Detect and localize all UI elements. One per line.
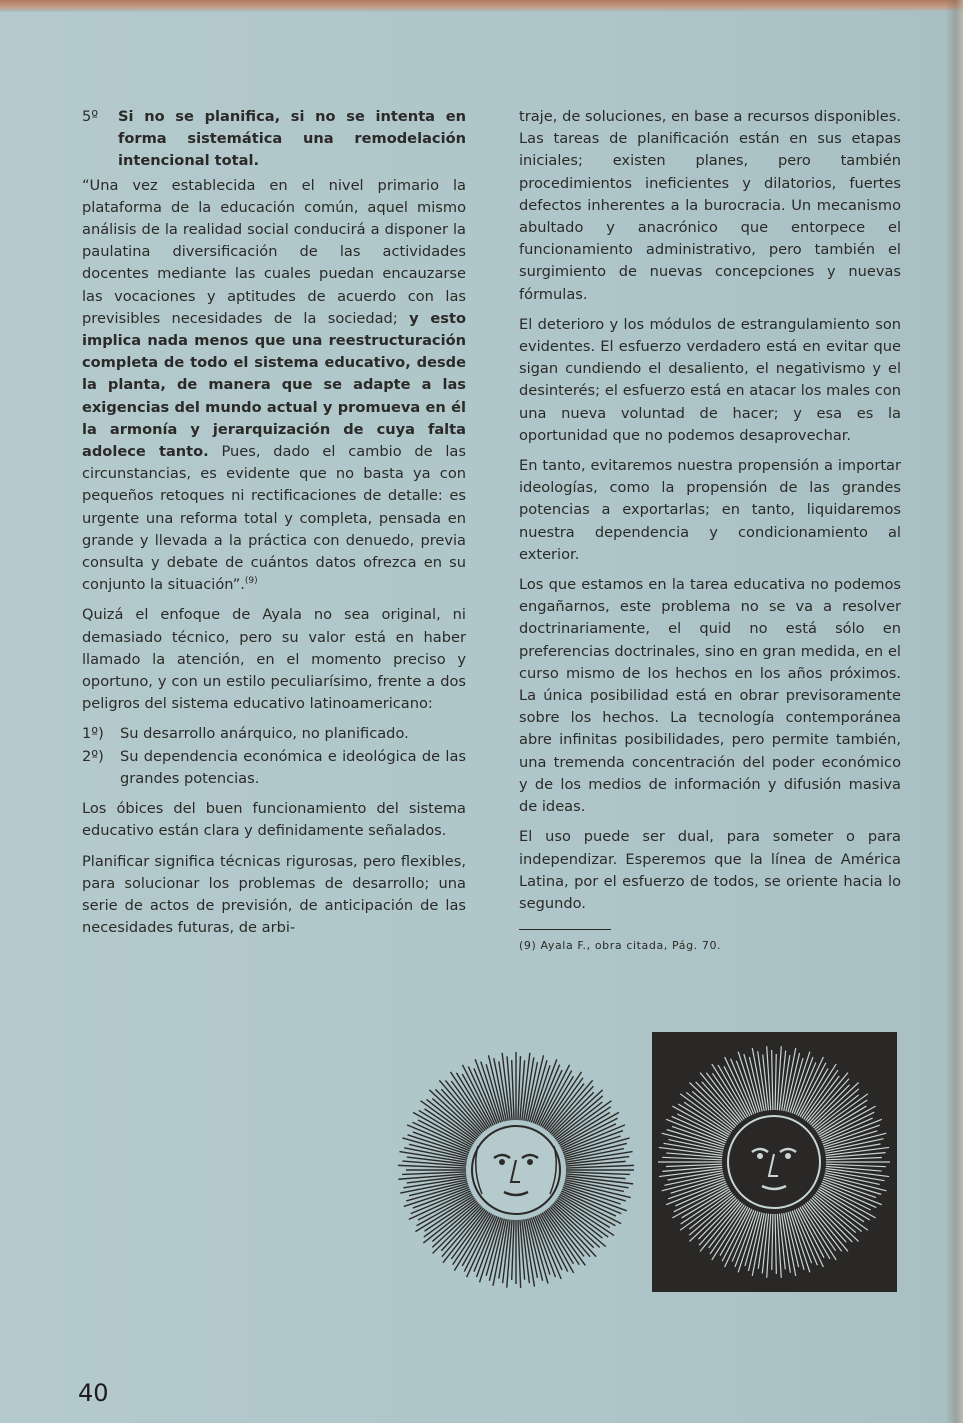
sun-ray — [807, 1073, 848, 1122]
section-heading — [82, 106, 466, 173]
sun-ray — [805, 1203, 841, 1251]
sun-ray — [816, 1094, 868, 1132]
page-right-edge-shadow — [945, 0, 963, 1423]
quote-text-start: “Una vez establecida en el nivel primario la plataforma de la educación común, aquel mismo análisis de la realidad social conducirá a disponer la paulatina diversificación de las actividades docentes mediante las cuales puedan encauzarse las vocaciones y aptitudes de acuerdo con las previsibles necesidades de la sociedad; — [82, 176, 466, 327]
right-paragraph-1: traje, de soluciones, en base a recursos disponibles. Las tareas de planificación están en sus etapas iniciales; existen planes, pero también procedimientos ineficientes y dilatorios, fuertes defectos inherentes a la burocracia. Un mecanismo abultado y anacrónico que entorpece el funcionamiento administrativo, pero también el surgimiento de nuevas concepciones y nuevas fórmulas. — [519, 108, 901, 303]
sun-ray — [680, 1193, 732, 1231]
footnote-reference: (9) — [244, 576, 258, 587]
quote-text-bold: y esto implica nada menos que una reestructuración completa de todo el sistema educativo, desde la planta, de manera que se adapte a las exigencias del mundo actual y promueva en él la armonía y jerarquización de cuya falta adolece tanto. — [82, 309, 466, 461]
page-top-edge — [0, 0, 963, 12]
footnote-divider — [519, 929, 611, 930]
right-paragraph-4: Los que estamos en la tarea educativa no podemos engañarnos, este problema no se va a resolver doctrinariamente, el quid no está sólo en preferencias doctrinales, sino en gran medida, en el curso mismo de los hechos en los años próximos. La única posibilidad está en obrar previsoramente sobre los hechos. La tecnología contemporánea abre infinitas posibilidades, pero permite también, una tremenda concentración del poder económico y de los medios de información y difusión masiva de ideas. — [519, 576, 901, 816]
section-heading-text: Si no se planifica, si no se intenta en forma sistemática una remodelación intencional total. — [118, 108, 466, 170]
right-paragraph-5: El uso puede ser dual, para someter o para independizar. Esperemos que la línea de América Latina, por el esfuerzo de todos, se oriente hacia lo segundo. — [519, 828, 901, 912]
sun-ray — [666, 1164, 722, 1166]
planificar-paragraph: Planificar significa técnicas rigurosas, pero flexibles, para solucionar los problemas de desarrollo; una serie de actos de previsión, de anticipación de las necesidades futuras, de arbi- — [82, 852, 466, 937]
sun-face-icon — [652, 1032, 897, 1292]
sun-ray — [680, 1094, 732, 1132]
right-paragraph-3: En tanto, evitaremos nuestra propensión a importar ideologías, como la propensión de las grandes potencias a exportarlas; en tanto, liquidaremos nuestra dependencia y condicionamiento al exterior. — [519, 457, 901, 563]
sun-ray — [772, 1214, 773, 1270]
sun-ray — [826, 1157, 882, 1159]
page-number: 40 — [78, 1379, 109, 1407]
obices-paragraph: Los óbices del buen funcionamiento del sistema educativo están clara y definidamente señalados. — [82, 800, 466, 840]
list-item — [82, 723, 466, 745]
sun-ray — [686, 1092, 733, 1129]
sun-ray — [816, 1193, 868, 1231]
right-paragraph-2: El deterioro y los módulos de estrangulamiento son evidentes. El esfuerzo verdadero está en evitar que sigan cundiendo el desaliento, el negativismo y el desinterés; el esfuerzo está en atacar los males con una nueva voluntad de hacer; y esa es la oportunidad que no podemos desaprovechar. — [519, 315, 901, 444]
sun-ray — [666, 1153, 722, 1158]
left-column — [82, 106, 466, 947]
sun-ray — [662, 1157, 722, 1160]
sun-face-icon — [396, 1050, 636, 1290]
ayala-paragraph: Quizá el enfoque de Ayala no sea original, ni demasiado técnico, pero su valor está en haber llamado la atención, en el momento preciso y oportuno, y con un estilo peculiarísimo, frente a dos peligros del sistema educativo latinoamericano: — [82, 606, 466, 713]
sun-ray — [698, 1199, 737, 1239]
sun-ray — [826, 1164, 886, 1167]
quote-paragraph — [82, 175, 466, 597]
sun-ray — [706, 1073, 742, 1121]
sun-ray — [775, 1214, 776, 1274]
sun-ray — [810, 1085, 849, 1125]
section-number: 5º — [82, 108, 99, 125]
sun-ray — [662, 1166, 722, 1171]
list-item-number: 1º) — [82, 725, 104, 743]
right-column — [519, 106, 901, 954]
list-item-number: 2º) — [82, 747, 104, 765]
list-item-text: Su dependencia económica e ideológica de las grandes potencias. — [120, 747, 466, 787]
sun-ray — [772, 1050, 773, 1110]
sun-ray — [815, 1194, 862, 1231]
list-item-text: Su desarrollo anárquico, no planificado. — [120, 725, 409, 743]
footnote: (9) Ayala F., obra citada, Pág. 70. — [519, 939, 722, 953]
sun-ray — [807, 1202, 848, 1251]
quote-text-end: Pues, dado el cambio de las circunstancias, es evidente que no basta ya con pequeños retoques ni rectificaciones de detalle: es urgente una reforma total y completa, pensada en grande y llevada a la práctica con denuedo, previa consulta y debate de cuántos datos ofrezca en su conjunto la situación”. — [82, 443, 466, 594]
sun-face-woodcut-dark — [652, 1032, 897, 1292]
sun-ray — [700, 1202, 741, 1251]
sun-ray — [826, 1166, 882, 1171]
list-item — [82, 746, 466, 790]
sun-ray — [775, 1054, 776, 1110]
sun-ray — [826, 1153, 886, 1158]
sun-ray — [700, 1073, 741, 1122]
